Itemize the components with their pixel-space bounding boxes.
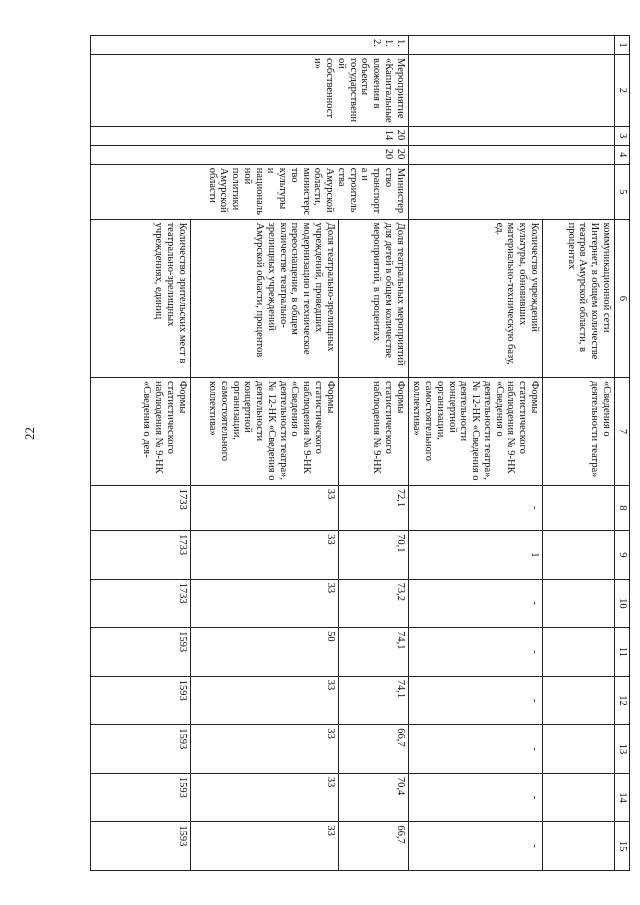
row-number: 1.1.2. — [91, 36, 409, 55]
value-cell: 1593 — [91, 773, 191, 822]
value-cell: - — [408, 773, 542, 822]
value-cell: - — [408, 628, 542, 677]
value-cell: 70,1 — [338, 531, 408, 580]
value-cell: - — [408, 579, 542, 628]
value-cell: 33 — [190, 773, 338, 822]
column-header: 11 — [615, 628, 630, 677]
start-year: 2014 — [91, 126, 409, 145]
value-cell: 66,7 — [338, 822, 408, 871]
executor: Министерство транспорта и строительства Амурской области, министерство культуры и национальной политики Амурской области — [91, 164, 409, 219]
column-header: 9 — [615, 531, 630, 580]
value-cell: 66,7 — [338, 725, 408, 774]
value-cell: 1733 — [91, 579, 191, 628]
column-header: 6 — [615, 219, 630, 377]
indicator-cell: Количество учреждений культуры, обновивших материально-техническую базу, ед. — [408, 219, 542, 377]
indicator-cell: коммуникационной сети Интернет, в общем количестве театров Амурской области, в процентах — [543, 219, 615, 377]
rotated-table-container — [90, 35, 630, 871]
value-cell: 1593 — [91, 628, 191, 677]
value-cell: 73,2 — [338, 579, 408, 628]
column-header: 2 — [615, 55, 630, 127]
value-cell: 33 — [190, 579, 338, 628]
value-cell: 1593 — [91, 676, 191, 725]
value-cell: 33 — [190, 725, 338, 774]
source-cell: Формы статистического наблюдения № 9-НК — [338, 378, 408, 486]
value-cell: 1733 — [91, 485, 191, 530]
source-cell: Формы статистического наблюдения № 9-НК «Сведения о деятельности театра», № 12-НК «Сведения о деятельности концертной организации, самостоятельного коллектива» — [190, 378, 338, 486]
page-number: 22 — [22, 427, 37, 440]
table-row — [338, 36, 408, 871]
value-cell: 74,1 — [338, 676, 408, 725]
value-cell: 33 — [190, 822, 338, 871]
header-row — [615, 36, 630, 871]
column-header: 5 — [615, 164, 630, 219]
value-cell: - — [408, 676, 542, 725]
value-cell: 33 — [190, 676, 338, 725]
source-cell: Формы статистического наблюдения № 9-НК «Сведения о дея- — [91, 378, 191, 486]
value-cell: - — [408, 485, 542, 530]
value-cell: 33 — [190, 531, 338, 580]
column-header: 15 — [615, 822, 630, 871]
value-cell: 70,4 — [338, 773, 408, 822]
end-year: 2020 — [91, 145, 409, 164]
program-indicators-table — [90, 35, 630, 871]
indicator-cell: Количество зрительских мест в театрально-зрелищных учреждениях, единиц — [91, 219, 191, 377]
measure-name: Мероприятие «Капитальные вложения в объекты государственной собственности» — [91, 55, 409, 127]
column-header: 1 — [615, 36, 630, 55]
source-cell: Формы статистического наблюдения № 9-НК «Сведения о деятельности театра», № 12-НК «Сведения о деятельности концертной организации, самостоятельного коллектива» — [408, 378, 542, 486]
indicator-cell: Доля театрально-зрелищных учреждений, проведших модернизацию и техническое переоснащение, в общем количестве театрально-зрелищных учреждений Амурской области, процентов — [190, 219, 338, 377]
value-cell: 1593 — [91, 822, 191, 871]
column-header: 3 — [615, 126, 630, 145]
column-header: 7 — [615, 378, 630, 486]
value-cell: 1733 — [91, 531, 191, 580]
indicator-cell: Доля театральных мероприятий для детей в общем количестве мероприятий, в процентах — [338, 219, 408, 377]
value-cell: - — [408, 822, 542, 871]
table-row — [543, 36, 615, 871]
source-cell: «Сведения о деятельности театра» — [543, 378, 615, 486]
value-cell: - — [408, 725, 542, 774]
value-cell: 1593 — [91, 725, 191, 774]
column-header: 12 — [615, 676, 630, 725]
column-header: 13 — [615, 725, 630, 774]
column-header: 14 — [615, 773, 630, 822]
value-cell: 72,1 — [338, 485, 408, 530]
column-header: 10 — [615, 579, 630, 628]
column-header: 8 — [615, 485, 630, 530]
value-cell: 74,1 — [338, 628, 408, 677]
value-cell: 1 — [408, 531, 542, 580]
value-cell: 50 — [190, 628, 338, 677]
value-cell: 33 — [190, 485, 338, 530]
column-header: 4 — [615, 145, 630, 164]
